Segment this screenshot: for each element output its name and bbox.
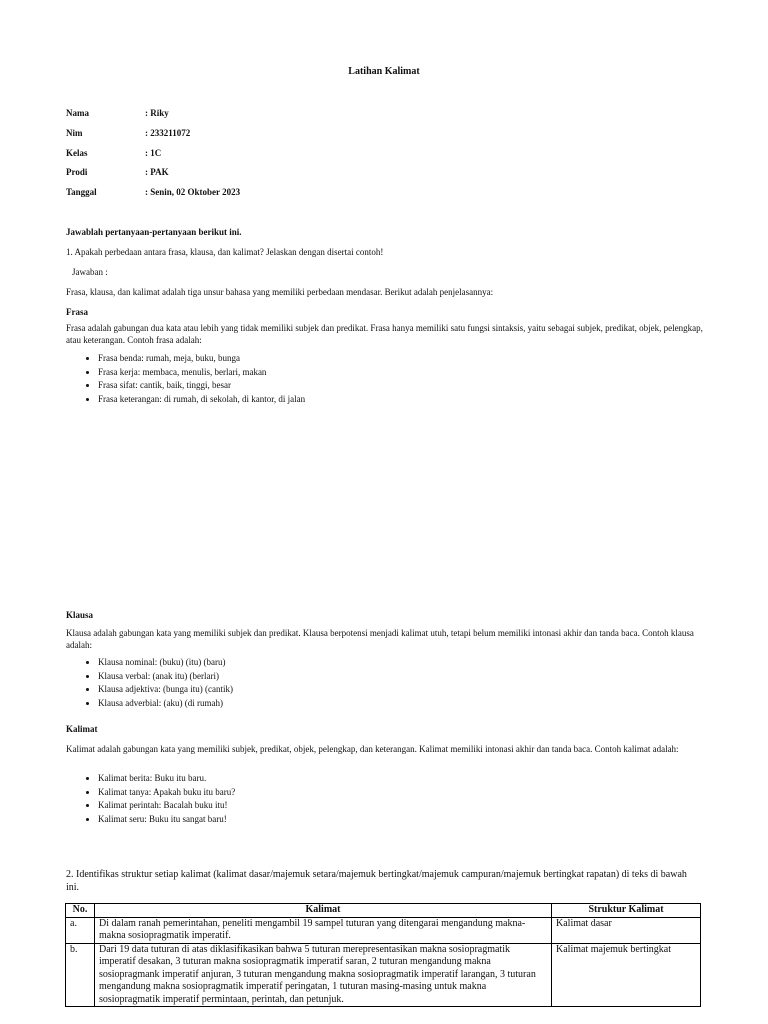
frasa-list [66, 352, 305, 406]
cell-kalimat: Dari 19 data tuturan di atas diklasifikasikan bahwa 5 tuturan merepresentasikan makna sosiopragmatik imperatif desakan, 3 tuturan makna sosiopragmatik imperatif saran, 2 tuturan mengandung makna sosiopragmank imperatif anjuran, 3 tuturan mengandung makna sosiopragmatik imperatif larangan, 3 tuturan mengandung makna sosiopragmatik imperatif peringatan, 1 tuturan masing-masing untuk makna sosiopragmatik imperatif permintaan, perintah, dan petunjuk. [95, 943, 552, 1007]
list-item: • Klausa adjektiva: (bunga itu) (cantik) [98, 683, 233, 697]
answer-label: Jawaban : [72, 267, 108, 277]
structure-table [65, 903, 701, 1007]
klausa-body: Klausa adalah gabungan kata yang memiliki subjek dan predikat. Klausa berpotensi menjadi kalimat utuh, tetapi belum memiliki intonasi akhir dan tanda baca. Contoh klausa adalah: [66, 628, 694, 650]
table-row [66, 917, 701, 943]
kalimat-body: Kalimat adalah gabungan kata yang memiliki subjek, predikat, objek, pelengkap, dan keterangan. Kalimat memiliki intonasi akhir dan tanda baca. Contoh kalimat adalah: [66, 744, 679, 754]
cell-struktur: Kalimat majemuk bertingkat [552, 943, 701, 1007]
frasa-heading: Frasa [66, 307, 88, 317]
identity-row-tanggal [66, 187, 240, 197]
identity-label: Kelas [66, 148, 88, 158]
frasa-body: Frasa adalah gabungan dua kata atau lebih yang tidak memiliki subjek dan predikat. Frasa hanya memiliki satu fungsi sintaksis, yaitu sebagai subjek, predikat, objek, pelengkap, atau keterangan. Contoh frasa adalah: [66, 323, 703, 345]
question-2: 2. Identifikas struktur setiap kalimat (kalimat dasar/majemuk setara/majemuk bertingkat/majemuk campuran/majemuk bertingkat rapatan) di teks di bawah ini. [66, 869, 687, 893]
identity-row-kelas [66, 148, 161, 158]
question-1: 1. Apakah perbedaan antara frasa, klausa, dan kalimat? Jelaskan dengan disertai contoh! [66, 247, 384, 257]
kalimat-heading: Kalimat [66, 724, 98, 734]
identity-label: Nama [66, 108, 89, 118]
list-item: • Kalimat berita: Buku itu baru. [98, 772, 235, 786]
kalimat-list [66, 772, 235, 826]
list-item: • Klausa verbal: (anak itu) (berlari) [98, 670, 233, 684]
cell-no: b. [66, 943, 95, 1007]
header-kalimat: Kalimat [95, 904, 552, 918]
identity-row-nama [66, 108, 169, 118]
cell-kalimat: Di dalam ranah pemerintahan, peneliti mengambil 19 sampel tuturan yang ditengarai mengandung makna-makna sosiopragmatik imperatif. [95, 917, 552, 943]
list-item: • Kalimat seru: Buku itu sangat baru! [98, 813, 235, 827]
answer-intro: Frasa, klausa, dan kalimat adalah tiga unsur bahasa yang memiliki perbedaan mendasar. Berikut adalah penjelasannya: [66, 287, 494, 297]
list-item: • Klausa nominal: (buku) (itu) (baru) [98, 656, 233, 670]
identity-label: Prodi [66, 167, 88, 177]
klausa-list [66, 656, 233, 710]
list-item: • Kalimat tanya: Apakah buku itu baru? [98, 786, 235, 800]
identity-value: : Senin, 02 Oktober 2023 [145, 187, 241, 197]
cell-no: a. [66, 917, 95, 943]
identity-label: Nim [66, 128, 83, 138]
list-item: • Frasa sifat: cantik, baik, tinggi, besar [98, 379, 305, 393]
identity-value: : Riky [145, 108, 169, 118]
header-no: No. [66, 904, 95, 918]
identity-value: : 233211072 [145, 128, 191, 138]
list-item: • Klausa adverbial: (aku) (di rumah) [98, 697, 233, 711]
klausa-heading: Klausa [66, 610, 94, 620]
cell-struktur: Kalimat dasar [552, 917, 701, 943]
list-item: • Frasa keterangan: di rumah, di sekolah, di kantor, di jalan [98, 393, 305, 407]
identity-label: Tanggal [66, 187, 97, 197]
table-header-row [66, 904, 701, 918]
instruction: Jawablah pertanyaan-pertanyaan berikut ini. [66, 227, 242, 237]
list-item: • Kalimat perintah: Bacalah buku itu! [98, 799, 235, 813]
identity-row-nim [66, 128, 190, 138]
identity-value: : PAK [145, 167, 169, 177]
identity-row-prodi [66, 167, 169, 177]
list-item: • Frasa benda: rumah, meja, buku, bunga [98, 352, 305, 366]
header-struktur: Struktur Kalimat [552, 904, 701, 918]
table-row [66, 943, 701, 1007]
page-title: Latihan Kalimat [348, 66, 420, 77]
list-item: • Frasa kerja: membaca, menulis, berlari, makan [98, 366, 305, 380]
identity-value: : 1C [145, 148, 162, 158]
